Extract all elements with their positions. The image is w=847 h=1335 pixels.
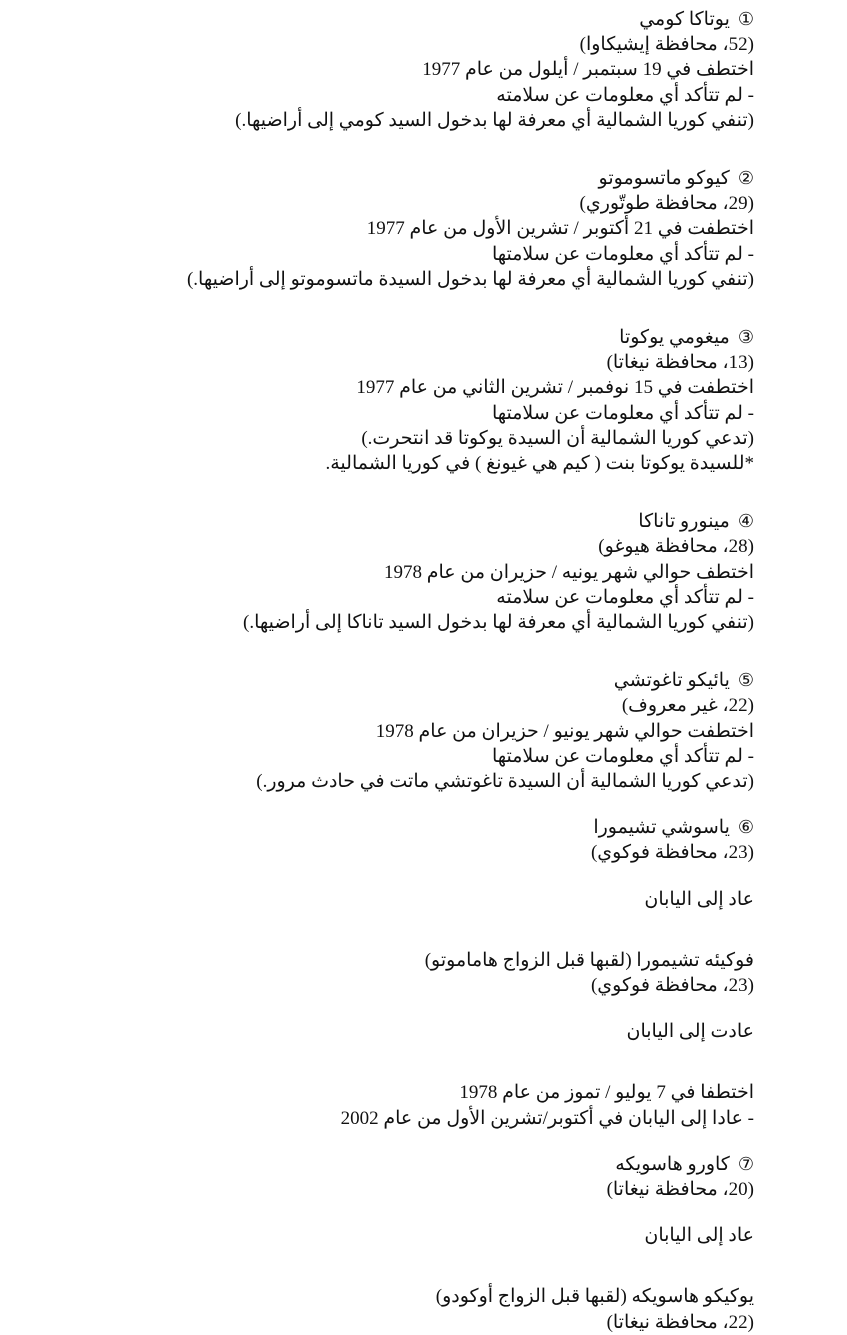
text-line: فوكيئه تشيمورا (لقبها قبل الزواج هاماموتو): [424, 950, 754, 971]
entry-number: ③: [737, 327, 754, 348]
entry-title: [614, 669, 754, 693]
text-line: (تنفي كوريا الشمالية أي معرفة لها بدخول السيدة ماتسوموتو إلى أراضيها.): [186, 269, 754, 290]
entry-number: ⑤: [737, 670, 754, 691]
entry-name: ياسوشي تشيمورا: [593, 817, 730, 838]
entry-title: [638, 510, 754, 534]
text-line: (22، محافظة نيغاتا): [606, 1312, 754, 1333]
text-line: اختطفت حوالي شهر يونيو / حزيران من عام 1978: [375, 721, 754, 742]
status-line: عادت إلى اليابان: [626, 1021, 754, 1042]
entry-number: ⑥: [737, 817, 754, 838]
text-line: اختطفت في 21 أكتوبر / تشرين الأول من عام 1977: [366, 218, 754, 239]
entry-title: [615, 1153, 754, 1177]
entry-number: ②: [737, 168, 754, 189]
text-line: (23، محافظة فوكوي): [590, 842, 754, 863]
text-line: (22، غير معروف): [621, 695, 754, 716]
text-line: (تنفي كوريا الشمالية أي معرفة لها بدخول السيد كومي إلى أراضيها.): [235, 110, 754, 131]
entry-title: [639, 8, 754, 32]
status-line: عاد إلى اليابان: [644, 1225, 754, 1246]
text-line: (52، محافظة إيشيكاوا): [579, 34, 754, 55]
text-line: - لم تتأكد أي معلومات عن سلامتها: [491, 403, 754, 424]
text-line: اختطف حوالي شهر يونيه / حزيران من عام 1978: [384, 562, 754, 583]
entry-number: ④: [737, 511, 754, 532]
status-line: عاد إلى اليابان: [644, 889, 754, 910]
entry-name: كيوكو ماتسوموتو: [598, 168, 730, 189]
text-line: (28، محافظة هيوغو): [598, 536, 754, 557]
entry-name: يوتاكا كومي: [639, 9, 730, 30]
text-line: (29، محافظة طوتّوري): [579, 193, 754, 214]
entry-name: يائيكو تاغوتشي: [613, 670, 730, 691]
text-line: - لم تتأكد أي معلومات عن سلامته: [496, 85, 754, 106]
entry-number: ⑦: [737, 1154, 754, 1175]
entry-number: ①: [737, 9, 754, 30]
text-line: - عادا إلى اليابان في أكتوبر/تشرين الأول من عام 2002: [340, 1108, 754, 1129]
text-line: (تدعي كوريا الشمالية أن السيدة يوكوتا قد انتحرت.): [361, 428, 754, 449]
text-line: - لم تتأكد أي معلومات عن سلامتها: [491, 746, 754, 767]
text-line: (20، محافظة نيغاتا): [606, 1179, 754, 1200]
entry-name: ميغومي يوكوتا: [619, 327, 730, 348]
entry-name: مينورو تاناكا: [638, 511, 730, 532]
text-line: *للسيدة يوكوتا بنت ( كيم هي غيونغ ) في كوريا الشمالية.: [325, 453, 754, 474]
text-line: (23، محافظة فوكوي): [590, 975, 754, 996]
text-line: اختطف في 19 سبتمبر / أيلول من عام 1977: [422, 59, 754, 80]
text-line: اختطفا في 7 يوليو / تموز من عام 1978: [459, 1082, 754, 1103]
text-line: (تنفي كوريا الشمالية أي معرفة لها بدخول السيد تاناكا إلى أراضيها.): [243, 612, 754, 633]
text-line: (13، محافظة نيغاتا): [606, 352, 754, 373]
text-line: (تدعي كوريا الشمالية أن السيدة تاغوتشي ماتت في حادث مرور.): [256, 771, 754, 792]
text-line: يوكيكو هاسويكه (لقبها قبل الزواج أوكودو): [435, 1286, 754, 1307]
entry-title: [599, 167, 754, 191]
text-line: اختطفت في 15 نوفمبر / تشرين الثاني من عام 1977: [356, 377, 754, 398]
entry-name: كاورو هاسويكه: [615, 1154, 730, 1175]
text-line: - لم تتأكد أي معلومات عن سلامته: [496, 587, 754, 608]
entry-title: [593, 816, 754, 840]
text-line: - لم تتأكد أي معلومات عن سلامتها: [491, 244, 754, 265]
entry-title: [619, 326, 754, 350]
